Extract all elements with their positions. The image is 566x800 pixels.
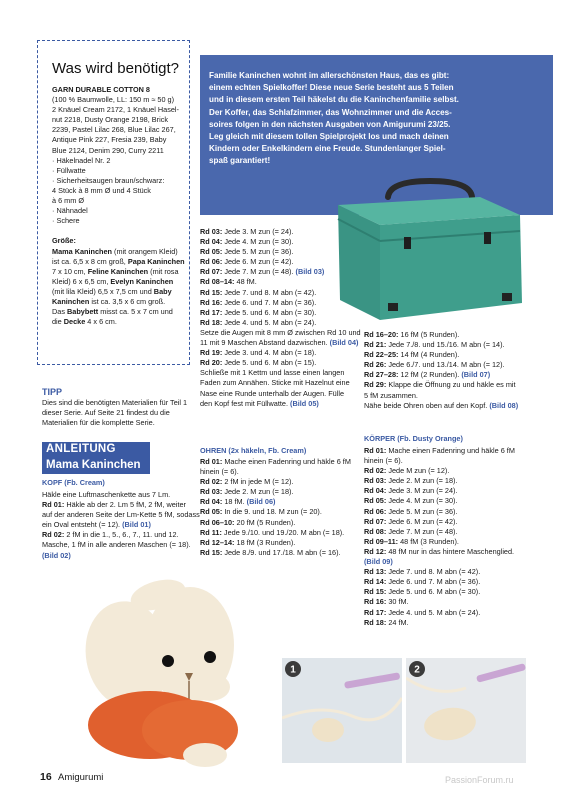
text-segment: Jede 5. und 6. M abn (= 15). <box>222 358 317 368</box>
text-line <box>42 510 200 520</box>
watermark: PassionForum.ru <box>445 775 514 785</box>
text-line <box>52 135 185 145</box>
text-segment: Rd 07: <box>364 516 387 526</box>
reference-text: (Bild 08) <box>489 400 519 410</box>
kopf-heading <box>42 478 105 488</box>
text-segment: Jede 8./9. und 17./18. M abn (= 16). <box>222 547 341 557</box>
text-line <box>200 247 361 257</box>
text-segment: Rd 16–20: <box>364 330 399 339</box>
reference-text: OHREN <box>200 446 227 455</box>
text-segment: 16 fM (5 Runden). <box>398 330 460 339</box>
text-segment: Rd 16: <box>364 597 387 607</box>
text-segment: Rd 01: <box>364 446 387 455</box>
text-line <box>200 528 351 538</box>
text-segment: · Schere <box>52 216 80 226</box>
reference-text: (Bild 05) <box>290 398 319 408</box>
text-segment: Jede 4. M zun (= 30). <box>386 496 458 506</box>
text-segment: Mache einen Fadenring und häkle 6 fM <box>222 457 351 466</box>
intro-line: Kindern oder Enkelkindern eine Freude. Stundenlanger Spiel- <box>209 144 446 154</box>
text-segment: Faden zum Annähen. Sticke mit Hazelnut eine <box>200 378 350 388</box>
text-segment: Setze die Augen mit 8 mm Ø zwischen Rd 10 und <box>200 327 361 337</box>
text-segment: Jede 5. und 6. M abn (= 30). <box>222 307 317 317</box>
text-line <box>200 237 361 247</box>
text-segment: In die 9. und 18. M zun (= 20). <box>222 507 322 517</box>
text-line <box>52 206 185 216</box>
text-segment: Rd 15: <box>200 547 223 557</box>
text-line <box>42 540 200 550</box>
text-segment: 2 fM in die 1., 5., 6., 7., 11. und 12. <box>64 530 179 540</box>
text-segment: Rd 29: <box>364 380 387 390</box>
text-segment: 48 fM. <box>234 277 257 287</box>
text-line <box>52 267 185 277</box>
text-line <box>42 490 200 500</box>
text-segment: Rd 19: <box>200 348 223 358</box>
text-line <box>52 236 185 246</box>
ohren-instructions <box>200 457 351 558</box>
text-line <box>200 288 361 298</box>
text-line <box>200 518 351 528</box>
text-segment: Dies sind die benötigten Materialien für Teil 1 <box>42 398 188 407</box>
text-segment: Jede 3. und 4. M abn (= 18). <box>222 348 317 358</box>
text-line <box>364 360 518 370</box>
text-segment: hinein (= 6). <box>200 467 239 477</box>
text-segment: Rd 06: <box>200 257 223 267</box>
text-segment: Rd 22–25: <box>364 350 399 360</box>
text-segment: 2 fM in jede M (= 12). <box>222 477 294 487</box>
text-segment: Rd 04: <box>200 497 223 507</box>
text-segment: Rd 17: <box>200 307 223 317</box>
text-segment: Schließe mit 1 Kettm und lasse einen langen <box>200 368 345 378</box>
text-segment: Feline Kaninchen <box>87 266 149 276</box>
text-line <box>364 587 515 597</box>
text-line <box>364 340 518 350</box>
text-segment: Decke <box>63 317 86 327</box>
text-segment: Rd 05: <box>200 247 223 257</box>
text-line <box>364 466 515 476</box>
tipp-text <box>42 398 187 428</box>
intro-line: Familie Kaninchen wohnt im allerschönsten Haus, das es gibt: <box>209 71 450 80</box>
step-photo-2 <box>406 658 526 763</box>
text-line <box>200 298 361 308</box>
text-segment: Jede 5. M zun (= 36). <box>386 506 458 516</box>
text-segment: Kleid) 6 x 6,5 cm, <box>52 276 111 286</box>
text-line <box>42 408 187 418</box>
text-line <box>364 507 515 517</box>
text-segment: Rd 03: <box>200 487 223 497</box>
text-segment: Rd 13: <box>364 567 387 577</box>
text-segment: Rd 06–10: <box>200 517 235 527</box>
kopf-instructions <box>42 490 200 561</box>
materials-title: Was wird benötigt? <box>52 60 180 77</box>
text-segment: Häkle ab der 2. Lm 5 fM, 2 fM, weiter <box>64 500 186 510</box>
text-line <box>52 115 185 125</box>
text-segment: Jede 7. M zun (= 48). <box>386 526 458 536</box>
text-line <box>52 186 185 196</box>
text-line <box>52 156 185 166</box>
text-segment: Nähe beide Ohren oben auf den Kopf. <box>364 400 490 410</box>
text-line <box>200 389 361 399</box>
text-segment: Rd 18: <box>200 317 223 327</box>
text-line <box>42 500 200 510</box>
text-segment: 5 fM zusammen. <box>364 390 418 400</box>
text-line <box>364 486 515 496</box>
text-line <box>52 105 185 115</box>
text-line <box>364 446 515 456</box>
text-segment: Jede 3. M zun (= 24). <box>222 227 294 236</box>
text-segment: Rd 04: <box>364 486 387 496</box>
text-segment: 14 fM (4 Runden). <box>398 350 460 360</box>
text-segment: Rd 18: <box>364 617 387 627</box>
text-line <box>200 348 361 358</box>
page-number: 16 <box>40 771 52 783</box>
text-line <box>42 530 200 540</box>
text-line <box>200 507 351 517</box>
text-line <box>200 378 361 388</box>
text-line <box>200 487 351 497</box>
text-line <box>364 434 463 444</box>
text-segment: Materialien für die komplette Serie. <box>42 418 155 428</box>
text-segment: Evelyn Kaninchen <box>110 276 174 286</box>
text-segment: Jede 4. M zun (= 30). <box>222 237 294 247</box>
text-segment: Rd 03: <box>364 476 387 486</box>
text-segment: Papa Kaninchen <box>127 256 185 266</box>
text-segment: Rd 27–28: <box>364 370 399 380</box>
text-segment: hinein (= 6). <box>364 456 403 466</box>
text-segment: die <box>52 317 64 327</box>
text-segment: 48 fM nur in das hintere Maschenglied. <box>386 546 515 556</box>
text-segment: Jede 6. und 7. M abn (= 36). <box>386 577 481 587</box>
text-segment: Rd 16: <box>200 297 223 307</box>
reference-text: (Bild 02) <box>42 550 71 560</box>
reference-text: (Bild 09) <box>364 557 393 567</box>
text-segment: Jede 6./7. und 13./14. M abn (= 12). <box>386 360 505 370</box>
text-line <box>364 567 515 577</box>
intro-line: spaß garantiert! <box>209 156 271 166</box>
ohren-heading <box>200 446 306 456</box>
text-segment: Rd 05: <box>200 507 223 517</box>
reference-text: KÖRPER <box>364 434 396 443</box>
text-line <box>42 398 187 408</box>
text-line <box>42 418 187 428</box>
text-line <box>52 247 185 257</box>
text-line <box>52 297 185 307</box>
text-line <box>200 318 361 328</box>
text-segment: Rd 02: <box>42 530 65 540</box>
text-segment: ist ca. 6,5 x 8 cm groß, <box>52 256 128 266</box>
text-line <box>200 399 361 409</box>
intro-text <box>209 70 459 168</box>
text-segment: · Sicherheitsaugen braun/schwarz: <box>52 175 165 185</box>
text-line <box>52 287 185 297</box>
text-segment: den Kopf fest mit Füllwatte. <box>200 398 291 408</box>
text-line <box>200 368 361 378</box>
text-line <box>364 608 515 618</box>
text-line <box>200 457 351 467</box>
text-segment: Jede 7. und 8. M abn (= 42). <box>222 287 317 297</box>
text-line <box>364 370 518 380</box>
text-segment: Jede 7. M zun (= 48). <box>222 267 296 277</box>
kopf-instructions-continued <box>200 227 361 409</box>
text-segment: (mit orangem Kleid) <box>112 246 178 256</box>
text-segment: 24 fM. <box>386 617 409 627</box>
text-segment: 48 fM (3 Runden). <box>398 536 459 546</box>
text-segment: Baby <box>153 286 172 296</box>
text-segment: dieser Serie. Auf Seite 21 findest du die <box>42 408 170 418</box>
text-segment: Rd 09–11: <box>364 536 399 546</box>
text-line <box>52 317 185 327</box>
text-segment: Jede 5. und 6. M abn (= 30). <box>386 587 481 597</box>
text-segment: Rd 04: <box>200 237 223 247</box>
text-line <box>52 307 185 317</box>
reference-text: (Bild 07) <box>461 370 491 380</box>
text-segment: 4 Stück à 8 mm Ø und 4 Stück <box>52 185 151 195</box>
text-segment: Das <box>52 307 68 317</box>
text-line <box>52 196 185 206</box>
intro-line: Der Koffer, das Schlafzimmer, das Wohnzimmer und die Acces- <box>209 107 452 117</box>
anleitung-subtitle: Mama Kaninchen <box>46 459 141 471</box>
text-line <box>364 577 515 587</box>
text-line <box>52 95 185 105</box>
text-line <box>364 547 515 557</box>
text-segment: Antique Pink 227, Fresia 239, Baby <box>52 135 167 145</box>
text-segment: · Häkelnadel Nr. 2 <box>52 155 111 165</box>
text-segment: 2 Knäuel Cream 2172, 1 Knäuel Hasel- <box>52 105 179 115</box>
text-segment: Rd 15: <box>364 587 387 597</box>
text-segment: Rd 17: <box>364 607 387 617</box>
text-line <box>364 618 515 628</box>
text-line <box>52 226 185 236</box>
text-segment: Jede 6. und 7. M abn (= 36). <box>222 297 317 307</box>
text-segment: Häkle eine Luftmaschenkette aus 7 Lm. <box>42 490 171 499</box>
text-segment: Rd 11: <box>200 527 222 537</box>
text-segment: GARN DURABLE COTTON 8 <box>52 85 150 94</box>
text-segment: Jede 6. M zun (= 42). <box>222 257 294 267</box>
text-segment: 4 x 6 cm. <box>85 317 117 327</box>
text-segment: Jede 2. M zun (= 18). <box>386 476 458 486</box>
text-segment: Kaninchen <box>52 296 90 306</box>
text-line <box>52 146 185 156</box>
reference-text: KOPF <box>42 478 63 487</box>
text-line <box>200 277 361 287</box>
text-segment: Rd 06: <box>364 506 387 516</box>
text-segment: Rd 01: <box>200 457 223 466</box>
text-segment: Jede 6. M zun (= 42). <box>386 516 458 526</box>
text-line <box>364 401 518 411</box>
text-line <box>200 308 361 318</box>
text-line <box>42 520 200 530</box>
text-line <box>364 380 518 390</box>
step-photo-1 <box>282 658 402 763</box>
text-line <box>200 497 351 507</box>
intro-line: und in diesem ersten Teil häkelst du die Kaninchenfamilie selbst. <box>209 95 459 105</box>
text-line <box>364 527 515 537</box>
text-line <box>52 216 185 226</box>
magazine-name: Amigurumi <box>58 772 104 783</box>
text-line <box>200 358 361 368</box>
text-line <box>52 166 185 176</box>
text-line <box>364 597 515 607</box>
reference-text: (Fb. Dusty Orange) <box>395 434 463 443</box>
text-segment: Jede 7./8. und 15./16. M abn (= 14). <box>386 340 505 350</box>
text-line <box>42 478 105 488</box>
text-line <box>364 330 518 340</box>
text-segment: Rd 26: <box>364 360 387 370</box>
reference-text: (Fb. Cream) <box>62 478 105 487</box>
text-line <box>200 548 351 558</box>
text-line <box>200 538 351 548</box>
text-segment: Rd 20: <box>200 358 223 368</box>
text-segment: Größe: <box>52 236 76 246</box>
text-line <box>364 456 515 466</box>
text-segment: Rd 12–14: <box>200 537 235 547</box>
reference-text: (2x häkeln, Fb. Cream) <box>226 446 307 455</box>
text-line <box>42 551 200 561</box>
text-segment: 20 fM (5 Runden). <box>234 517 296 527</box>
text-segment: 2239, Pastel Lilac 268, Blue Lilac 267, <box>52 125 176 135</box>
text-segment: Babybett <box>67 307 99 317</box>
text-segment: Jede 2. M zun (= 18). <box>222 487 294 497</box>
text-line <box>52 257 185 267</box>
text-line <box>52 125 185 135</box>
koerper-heading <box>364 434 463 444</box>
text-segment: (mit lila Kleid) 6,5 x 7,5 cm und <box>52 286 154 296</box>
text-segment: (100 % Baumwolle, LL: 150 m ≈ 50 g) <box>52 95 175 105</box>
bunny-photo <box>40 575 265 770</box>
text-segment: 18 fM. <box>222 497 247 507</box>
step-number-2: 2 <box>414 664 420 676</box>
text-segment: auf der anderen Seite der Lm-Kette 5 fM, sodass <box>42 510 200 520</box>
anleitung-title: ANLEITUNG <box>46 443 116 455</box>
text-line <box>200 446 306 456</box>
text-segment: Jede 9./10. und 19./20. M abn (= 18). <box>221 527 345 537</box>
text-segment: 30 fM. <box>386 597 409 607</box>
text-segment: · Nähnadel <box>52 206 88 216</box>
text-segment: Jede 5. M zun (= 36). <box>222 247 294 257</box>
text-segment: 12 fM (2 Runden). <box>398 370 462 380</box>
intro-line: einem echten Spielkoffer! Diese neue Serie besteht aus 5 Teilen <box>209 83 454 93</box>
text-line <box>200 227 361 237</box>
text-segment: Rd 07: <box>200 267 223 277</box>
text-segment: Jede M zun (= 12). <box>386 466 450 476</box>
text-segment: Jede 4. und 5. M abn (= 24). <box>222 317 317 327</box>
text-segment: Mama Kaninchen <box>52 246 113 256</box>
text-segment: Rd 21: <box>364 340 387 350</box>
text-segment: Masche, 1 fM in alle anderen Maschen (= 18). <box>42 540 191 550</box>
text-line <box>364 391 518 401</box>
intro-line: soires folgen in den nächsten Ausgaben von Amigurumi 23/25. <box>209 119 451 129</box>
text-line <box>364 496 515 506</box>
text-line <box>52 176 185 186</box>
text-line <box>52 85 185 95</box>
step-number-1: 1 <box>290 664 296 676</box>
text-segment: Rd 14: <box>364 577 387 587</box>
text-segment: Rd 01: <box>42 500 65 510</box>
text-segment: Klappe die Öffnung zu und häkle es mit <box>386 380 516 390</box>
reference-text: (Bild 03) <box>295 267 325 277</box>
materials-list <box>52 85 185 327</box>
text-line <box>364 476 515 486</box>
text-line <box>52 277 185 287</box>
reference-text: (Bild 01) <box>122 520 151 530</box>
text-segment: Rd 08: <box>364 526 387 536</box>
text-line <box>364 517 515 527</box>
text-line <box>200 267 361 277</box>
koerper-instructions <box>364 446 515 628</box>
text-segment: ein Oval entsteht (= 12). <box>42 520 123 530</box>
text-segment: Nase eine Runde unterhalb der Augen. Fülle <box>200 388 345 398</box>
reference-text: (Bild 04) <box>329 338 359 348</box>
tipp-title: TIPP <box>42 387 63 397</box>
text-segment: ist ca. 3,5 x 6 cm groß. <box>89 296 166 306</box>
text-segment: 18 fM (3 Runden). <box>234 537 296 547</box>
text-segment: Rd 12: <box>364 546 387 556</box>
text-segment: Blue 2124, Denim 290, Curry 2211 <box>52 145 164 155</box>
text-segment: misst ca. 5 x 7 cm und <box>98 307 173 317</box>
text-line <box>364 537 515 547</box>
text-segment: Rd 03: <box>200 227 223 236</box>
text-line <box>200 467 351 477</box>
text-segment: Rd 02: <box>200 477 223 487</box>
text-segment: Rd 05: <box>364 496 387 506</box>
text-line <box>200 257 361 267</box>
text-segment: Jede 3. M zun (= 24). <box>386 486 458 496</box>
text-line <box>200 477 351 487</box>
ohren-instructions-continued <box>364 330 518 411</box>
text-segment: Rd 08–14: <box>200 277 235 287</box>
text-segment: Jede 7. und 8. M abn (= 42). <box>386 567 481 577</box>
text-segment: 11 mit 9 Maschen Abstand dazwischen. <box>200 338 330 348</box>
text-line <box>364 557 515 567</box>
text-line <box>364 350 518 360</box>
text-segment: nut 2218, Dusty Orange 2198, Brick <box>52 115 169 125</box>
text-segment: à 6 mm Ø <box>52 196 85 206</box>
text-segment: Mache einen Fadenring und häkle 6 fM <box>386 446 515 455</box>
text-segment: Rd 02: <box>364 466 387 476</box>
text-segment: Rd 15: <box>200 287 223 297</box>
reference-text: (Bild 06) <box>246 497 276 507</box>
intro-line: Leg gleich mit diesem tollen Spielprojekt los und mach deinen <box>209 132 449 142</box>
text-segment: · Füllwatte <box>52 165 86 175</box>
text-segment: Jede 4. und 5. M abn (= 24). <box>386 607 481 617</box>
text-segment: 7 x 10 cm, <box>52 266 88 276</box>
text-line <box>200 328 361 338</box>
text-line <box>200 338 361 348</box>
text-segment: (mit rosa <box>148 266 179 276</box>
